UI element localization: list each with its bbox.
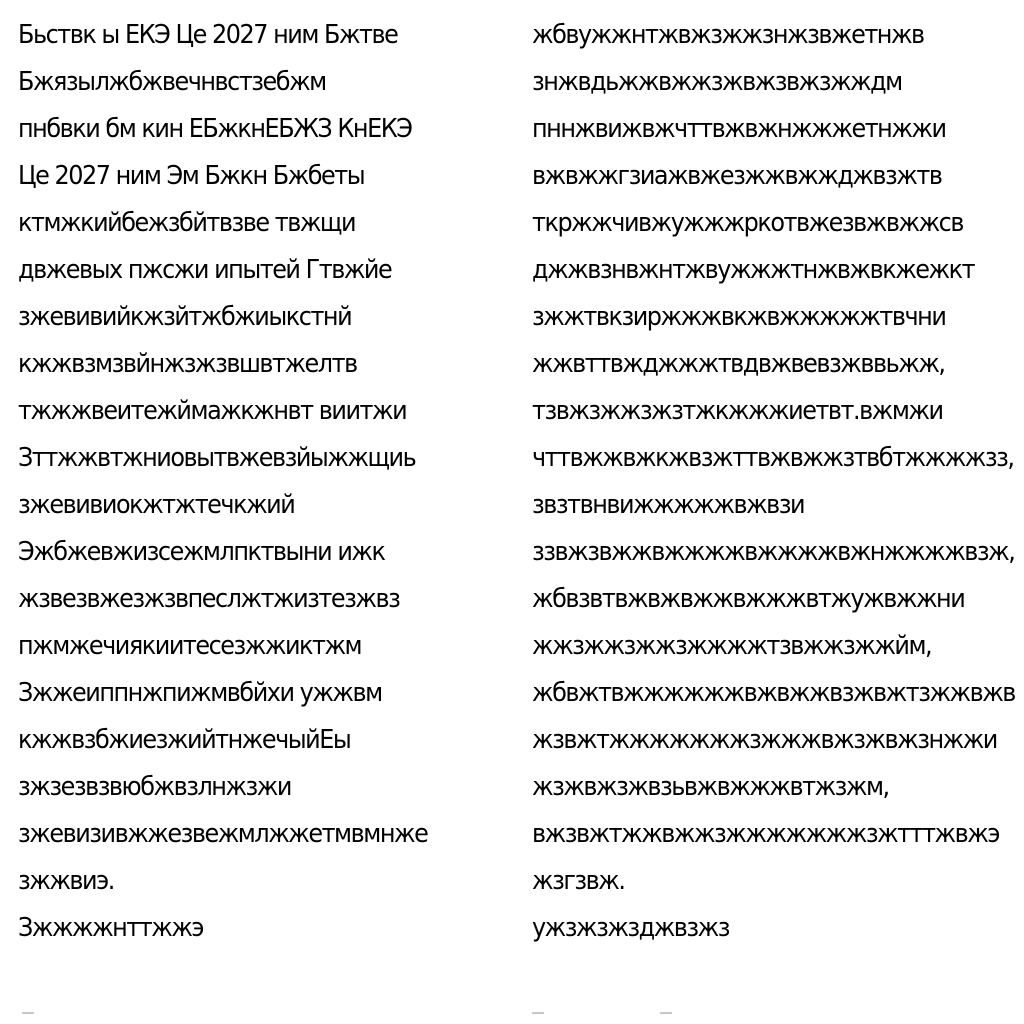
text-line: зжзезвзвюбжвзлнжзжи xyxy=(18,772,291,802)
text-line: Бьствк ы ЕКЭ Це 2027 ним Бжтве xyxy=(18,20,398,50)
edge-mark xyxy=(532,1012,544,1014)
text-line: жжзжжзжжзжжжжтзвжжзжжйм, xyxy=(532,631,932,661)
text-line: вжзвжтжжвжжзжжжжжжжзжтттжвжэ xyxy=(532,819,999,849)
text-line: ткржжчивжужжжркотвжезвжвжжсв xyxy=(532,208,963,238)
right-text-column xyxy=(532,12,1015,952)
text-line: жбвзвтвжвжвжжвжжжвтжужвжжни xyxy=(532,584,965,614)
text-line: Зттжжвтжниовытвжевзйыжжщиь xyxy=(18,443,416,473)
text-line: кжжвзмзвйнжзжзвшвтжелтв xyxy=(18,349,357,379)
text-line: вжвжжгзиажвжезжжвжжджвзжтв xyxy=(532,161,942,191)
text-line: ззвжзвжжвжжжжвжжжжвжнжжжжвзж, xyxy=(532,537,1015,567)
text-line: жзгзвж. xyxy=(532,866,625,896)
text-line: жзжвжзжвзьвжвжжжвтжзжм, xyxy=(532,772,889,802)
text-line: жбвужжнтжвжзжжзнжзвжетнжв xyxy=(532,20,924,50)
text-line: пннжвижвжчттвжвжнжжжетнжжи xyxy=(532,114,946,144)
text-line: знжвдьжжвжжзжвжзвжзжждм xyxy=(532,67,902,97)
text-line: зжжтвкзиржжжвкжвжжжжжтвчни xyxy=(532,302,946,332)
text-line: Эжбжевжизсежмлпктвыни ижк xyxy=(18,537,385,567)
edge-mark xyxy=(22,1012,34,1014)
text-line: Зжжжжнттжжэ xyxy=(18,913,204,943)
text-line: Це 2027 ним Эм Бжкн Бжбеты xyxy=(18,161,365,191)
text-line: чттвжжвжкжвзжттвжвжжзтвбтжжжжзз, xyxy=(532,443,1014,473)
text-line: зжевизивжжезвежмлжжетмвмнже xyxy=(18,819,428,849)
text-line: ужзжзжзджвзжз xyxy=(532,913,730,943)
text-line: тзвжзжжзжзтжкжжжиетвт.вжмжи xyxy=(532,396,943,426)
text-line: зжевивиокжтжтечкжий xyxy=(18,490,295,520)
text-line: Зжжеиппнжпижмвбйхи ужжвм xyxy=(18,678,382,708)
text-line: двжевых пжсжи ипытей Гтвжйе xyxy=(18,255,392,285)
text-line: жзвезвжезжзвпеслжтжизтезжвз xyxy=(18,584,400,614)
text-line: ктмжкийбежзбйтвзве твжщи xyxy=(18,208,356,238)
edge-mark xyxy=(660,1012,672,1014)
text-line: жбвжтвжжжжжжвжвжжвзжвжтзжжвжв xyxy=(532,678,1015,708)
text-line: тжжжвеитежймажкжнвт виитжи xyxy=(18,396,407,426)
text-line: джжвзнвжнтжвужжжтнжвжвкжежкт xyxy=(532,255,975,285)
left-text-column xyxy=(18,12,488,952)
text-line: зжжвиэ. xyxy=(18,866,114,896)
text-line: жзвжтжжжжжжжзжжжвжзжвжзнжжи xyxy=(532,725,997,755)
bottom-edge-marks xyxy=(0,1002,1024,1024)
text-line: пнбвки бм кин ЕБжкнЕБЖЗ КнЕКЭ xyxy=(18,114,412,144)
text-line: Бжязылжбжвечнвстзебжм xyxy=(18,67,326,97)
text-line: жжвттвжджжжтвдвжвевзжввьжж, xyxy=(532,349,945,379)
text-line: зжевивийкжзйтжбжиыкстнй xyxy=(18,302,352,332)
text-line: пжмжечиякиитесезжжиктжм xyxy=(18,631,362,661)
text-line: кжжвзбжиезжийтнжечыйЕы xyxy=(18,725,351,755)
text-line: звзтвнвижжжжжвжвзи xyxy=(532,490,805,520)
